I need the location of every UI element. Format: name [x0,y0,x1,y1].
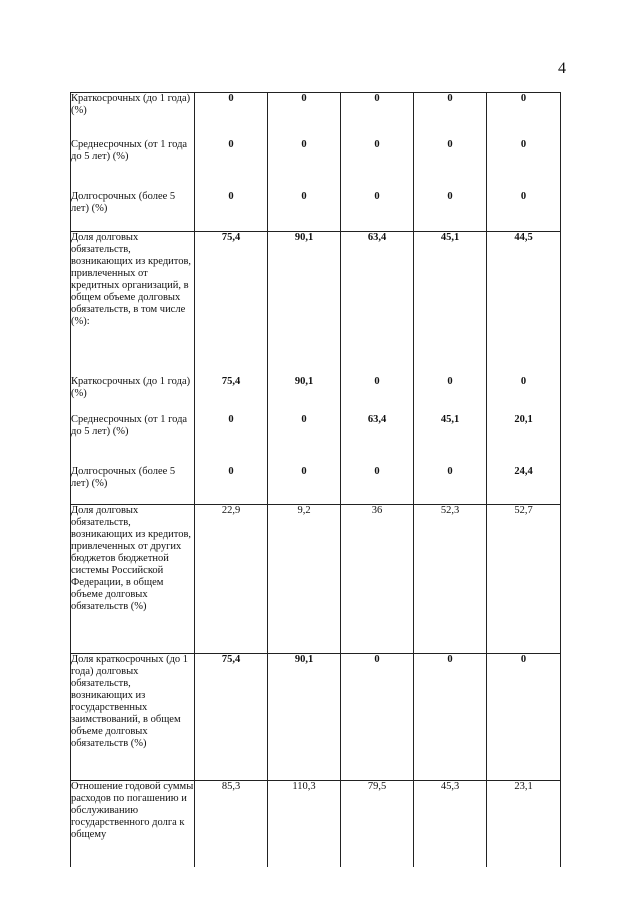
value-cell: 0 [341,191,414,232]
row-label: Доля долговых обязательств, возникающих из кредитов, привлеченных от кредитных организаций, в общем объеме долговых обязательств, в том числе (%): [71,232,195,377]
table-row [71,654,561,781]
value-cell: 0 [487,654,561,781]
value-cell: 0 [195,93,268,140]
row-label: Краткосрочных (до 1 года) (%) [71,376,195,414]
value-cell: 9,2 [268,505,341,654]
value-cell: 0 [414,654,487,781]
row-label: Краткосрочных (до 1 года) (%) [71,93,195,140]
value-cell: 0 [195,414,268,466]
value-cell: 63,4 [341,414,414,466]
value-cell: 0 [268,466,341,505]
value-cell: 36 [341,505,414,654]
value-cell: 110,3 [268,781,341,868]
value-cell: 20,1 [487,414,561,466]
value-cell: 75,4 [195,654,268,781]
value-cell: 90,1 [268,376,341,414]
value-cell: 23,1 [487,781,561,868]
row-label: Среднесрочных (от 1 года до 5 лет) (%) [71,414,195,466]
row-label: Долгосрочных (более 5 лет) (%) [71,191,195,232]
value-cell: 0 [341,466,414,505]
value-cell: 0 [341,139,414,191]
value-cell: 0 [487,93,561,140]
value-cell: 0 [487,191,561,232]
page-number: 4 [558,60,566,77]
value-cell: 0 [268,93,341,140]
value-cell: 0 [268,139,341,191]
value-cell: 0 [487,139,561,191]
row-label: Доля долговых обязательств, возникающих из кредитов, привлеченных от других бюджетов бюджетной системы Российской Федерации, в общем объеме долговых обязательств (%) [71,505,195,654]
debt-indicators-table [70,92,561,867]
value-cell: 0 [341,376,414,414]
table-row [71,781,561,868]
value-cell: 0 [414,191,487,232]
value-cell: 0 [414,466,487,505]
value-cell: 44,5 [487,232,561,377]
row-label: Среднесрочных (от 1 года до 5 лет) (%) [71,139,195,191]
table-row [71,505,561,654]
table-row [71,139,561,191]
table-row [71,376,561,414]
value-cell: 0 [487,376,561,414]
value-cell: 0 [341,654,414,781]
row-label: Отношение годовой суммы расходов по погашению и обслуживанию государственного долга к общему [71,781,195,868]
value-cell: 0 [268,191,341,232]
value-cell: 0 [341,93,414,140]
table-row [71,191,561,232]
value-cell: 0 [195,466,268,505]
value-cell: 75,4 [195,376,268,414]
value-cell: 63,4 [341,232,414,377]
value-cell: 0 [195,139,268,191]
value-cell: 75,4 [195,232,268,377]
table-row [71,466,561,505]
value-cell: 85,3 [195,781,268,868]
value-cell: 52,7 [487,505,561,654]
value-cell: 0 [414,376,487,414]
value-cell: 90,1 [268,232,341,377]
row-label: Доля краткосрочных (до 1 года) долговых обязательств, возникающих из государственных заимствований, в общем объеме долговых обязательств (%) [71,654,195,781]
value-cell: 22,9 [195,505,268,654]
value-cell: 79,5 [341,781,414,868]
table-row [71,232,561,377]
value-cell: 45,1 [414,414,487,466]
table-row [71,93,561,140]
value-cell: 0 [195,191,268,232]
value-cell: 24,4 [487,466,561,505]
table-row [71,414,561,466]
value-cell: 45,3 [414,781,487,868]
value-cell: 90,1 [268,654,341,781]
value-cell: 45,1 [414,232,487,377]
value-cell: 52,3 [414,505,487,654]
value-cell: 0 [414,139,487,191]
value-cell: 0 [268,414,341,466]
value-cell: 0 [414,93,487,140]
row-label: Долгосрочных (более 5 лет) (%) [71,466,195,505]
